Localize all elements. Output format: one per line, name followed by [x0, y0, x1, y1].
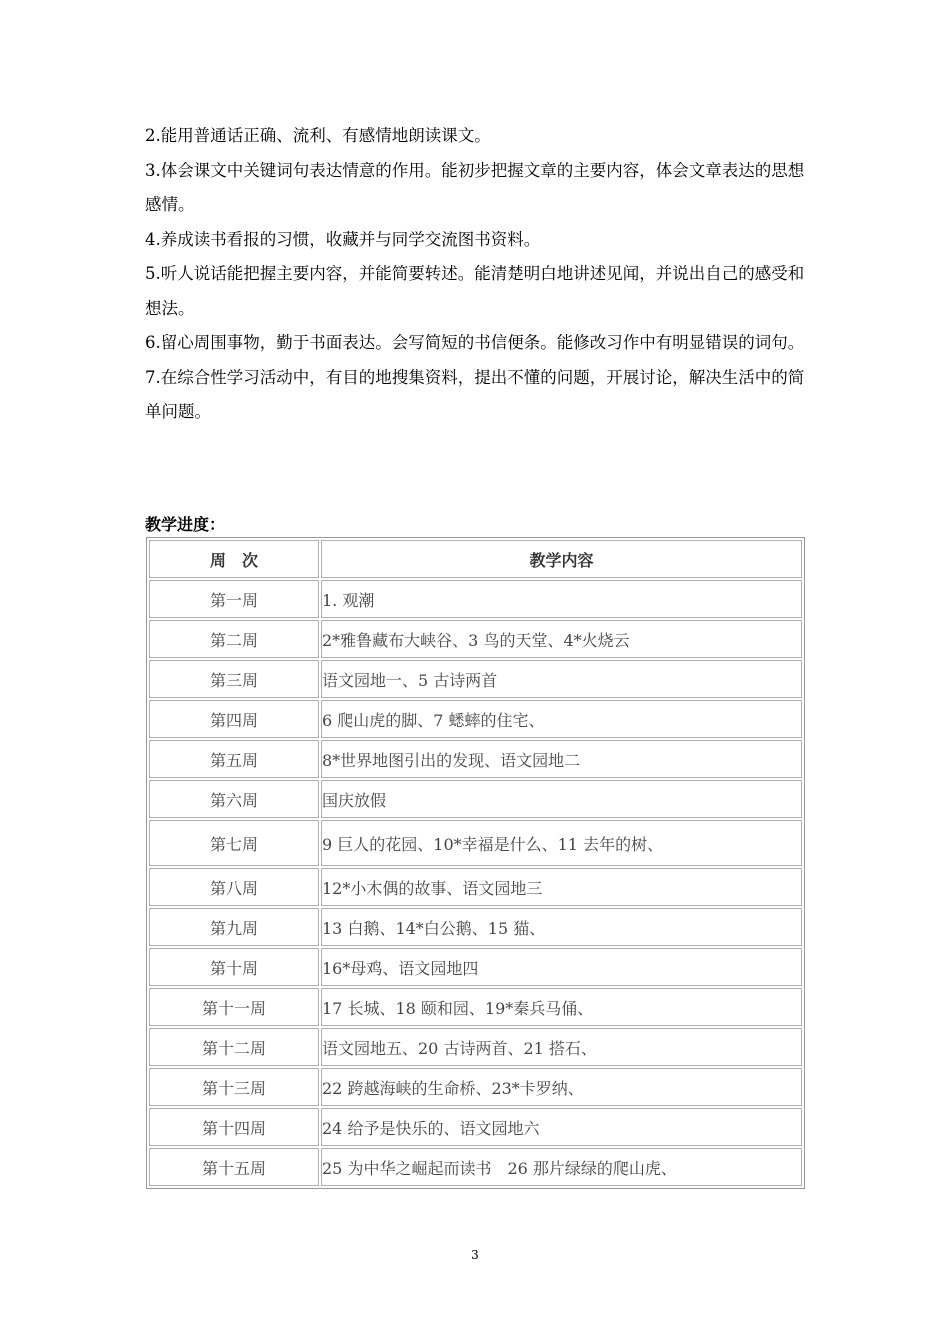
content-cell: 12*小木偶的故事、语文园地三: [321, 868, 802, 906]
week-cell: 第十三周: [149, 1068, 319, 1106]
goal-item: 4.养成读书看报的习惯，收藏并与同学交流图书资料。: [145, 229, 541, 249]
table-row: [149, 660, 802, 698]
content-cell: 国庆放假: [321, 780, 802, 818]
table-row: [149, 820, 802, 866]
content-cell: 24 给予是快乐的、语文园地六: [321, 1108, 802, 1146]
week-cell: 第二周: [149, 620, 319, 658]
week-cell: 第六周: [149, 780, 319, 818]
table-row: [149, 740, 802, 778]
week-cell: 第五周: [149, 740, 319, 778]
week-cell: 第十五周: [149, 1148, 319, 1186]
header-content: 教学内容: [321, 540, 802, 578]
content-cell: 2*雅鲁藏布大峡谷、3 鸟的天堂、4*火烧云: [321, 620, 802, 658]
content-cell: 16*母鸡、语文园地四: [321, 948, 802, 986]
content-cell: 9 巨人的花园、10*幸福是什么、11 去年的树、: [321, 820, 802, 866]
table-row: [149, 908, 802, 946]
week-cell: 第十二周: [149, 1028, 319, 1066]
table-row: [149, 580, 802, 618]
goal-item: 7.在综合性学习活动中，有目的地搜集资料，提出不懂的问题，开展讨论，解决生活中的简单问题。: [145, 367, 805, 421]
table-row: [149, 868, 802, 906]
content-cell: 语文园地五、20 古诗两首、21 搭石、: [321, 1028, 802, 1066]
goal-item: 6.留心周围事物，勤于书面表达。会写简短的书信便条。能修改习作中有明显错误的词句。: [145, 333, 805, 352]
week-cell: 第十一周: [149, 988, 319, 1026]
table-row: [149, 1068, 802, 1106]
week-cell: 第十周: [149, 948, 319, 986]
teaching-goals: [145, 119, 810, 430]
week-cell: 第九周: [149, 908, 319, 946]
content-cell: 1. 观潮: [321, 580, 802, 618]
content-cell: 17 长城、18 颐和园、19*秦兵马俑、: [321, 988, 802, 1026]
table-row: [149, 700, 802, 738]
content-cell: 13 白鹅、14*白公鹅、15 猫、: [321, 908, 802, 946]
section-title-teaching-schedule: 教学进度：: [145, 515, 226, 534]
table-header-row: [149, 540, 802, 578]
table-row: [149, 988, 802, 1026]
week-cell: 第三周: [149, 660, 319, 698]
table-row: [149, 948, 802, 986]
goal-item: 2.能用普通话正确、流利、有感情地朗读课文。: [145, 126, 491, 145]
week-cell: 第一周: [149, 580, 319, 618]
content-cell: 8*世界地图引出的发现、语文园地二: [321, 740, 802, 778]
content-cell: 25 为中华之崛起而读书 26 那片绿绿的爬山虎、: [321, 1148, 802, 1186]
content-cell: 6 爬山虎的脚、7 蟋蟀的住宅、: [321, 700, 802, 738]
goal-item: 3.体会课文中关键词句表达情意的作用。能初步把握文章的主要内容，体会文章表达的思想感情。: [145, 160, 805, 214]
week-cell: 第十四周: [149, 1108, 319, 1146]
table-row: [149, 780, 802, 818]
table-row: [149, 1028, 802, 1066]
week-cell: 第八周: [149, 868, 319, 906]
week-cell: 第四周: [149, 700, 319, 738]
header-week: 周 次: [149, 540, 319, 578]
page-number: 3: [471, 1248, 479, 1262]
teaching-schedule-table: [146, 537, 805, 1189]
content-cell: 语文园地一、5 古诗两首: [321, 660, 802, 698]
week-cell: 第七周: [149, 820, 319, 866]
goal-item: 5.听人说话能把握主要内容，并能简要转述。能清楚明白地讲述见闻，并说出自己的感受和想法。: [145, 264, 805, 318]
table-row: [149, 1108, 802, 1146]
table-row: [149, 1148, 802, 1186]
content-cell: 22 跨越海峡的生命桥、23*卡罗纳、: [321, 1068, 802, 1106]
table-row: [149, 620, 802, 658]
